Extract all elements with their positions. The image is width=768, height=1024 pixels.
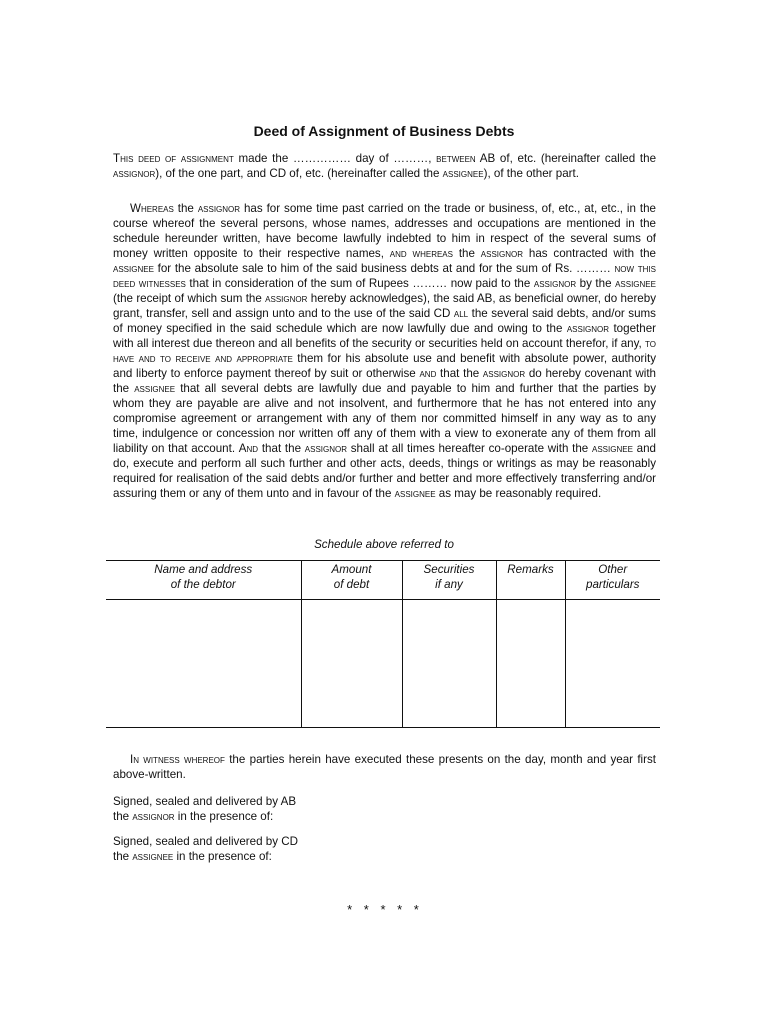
recital-paragraph: Whereas the assignor has for some time past carried on the trade or business, of, etc., at, etc., in the course whereof the several persons, whose names, addresses and occupations are mentioned in the schedule hereunder written, have become lawfully indebted to him in respect of the several sums of money written opposite to their respective names, and whereas the assignor has contracted with the assignee for the absolute sale to him of the said business debts at and for the sum of Rs. ……… now this deed witnesses that in consideration of the sum of Rupees ……… now paid to the assignor by the assignee (the receipt of which sum the assignor hereby acknowledges), the said AB, as beneficial owner, do hereby grant, transfer, sell and assign unto and to the use of the said CD all the several said debts, and/or sums of money specified in the said schedule which are now lawfully due and owing to the assignor together with all interest due thereon and all benefits of the security or securities held on account therefor, if any, to have and to receive and appropriate them for his absolute use and benefit with absolute power, authority and liberty to enforce payment thereof by suit or otherwise and that the assignor do hereby covenant with the assignee that all several debts are lawfully due and payable to him and further that the parties by whom they are payable are alive and not insolvent, and furthermore that he has not entered into any compromise agreement or arrangement with any of them nor committed himself in any way as to any time, indulgence or concession nor written off any of them with a view to exonerate any of them from all liability on that account. And that the assignor shall at all times hereafter co-operate with the assignee and do, execute and perform all such further and other acts, deeds, things or writings as may be reasonably required for realisation of the said debts and/or further and better and more effectively transferring and/or assuring them or any of them unto and in favour of the assignee as may be reasonably required. (113, 202, 657, 500)
blank-cell (301, 600, 402, 728)
assignee-signature-block: Signed, sealed and delivered by CD the assignee in the presence of: (113, 835, 298, 863)
blank-cell (106, 600, 301, 728)
opening-paragraph: This deed of assignment made the …………… day of ………, between AB of, etc. (hereinafter called the assignor), of the one part, and CD of, etc. (hereinafter called the assignee), of the other part. (113, 152, 657, 180)
deed-phrase: This deed of assignment (113, 152, 234, 165)
blank-cell (565, 600, 660, 728)
testimonium-paragraph: In witness whereof the parties herein have executed these presents on the day, month and year first above-written. (113, 753, 657, 781)
col-header-debtor: Name and address of the debtor (106, 561, 301, 600)
table-row (106, 600, 660, 728)
col-header-amount: Amount of debt (301, 561, 402, 600)
col-header-securities: Securities if any (402, 561, 496, 600)
schedule-table (106, 560, 660, 728)
end-of-document-mark: * * * * * (347, 902, 421, 917)
assignor-signature-block: Signed, sealed and delivered by AB the assignor in the presence of: (113, 795, 297, 823)
document-title: Deed of Assignment of Business Debts (253, 123, 515, 139)
blank-cell (402, 600, 496, 728)
schedule-header-row (106, 561, 660, 600)
col-header-remarks: Remarks (496, 561, 565, 600)
schedule-caption: Schedule above referred to (314, 538, 454, 551)
col-header-other: Other particulars (565, 561, 660, 600)
blank-cell (496, 600, 565, 728)
